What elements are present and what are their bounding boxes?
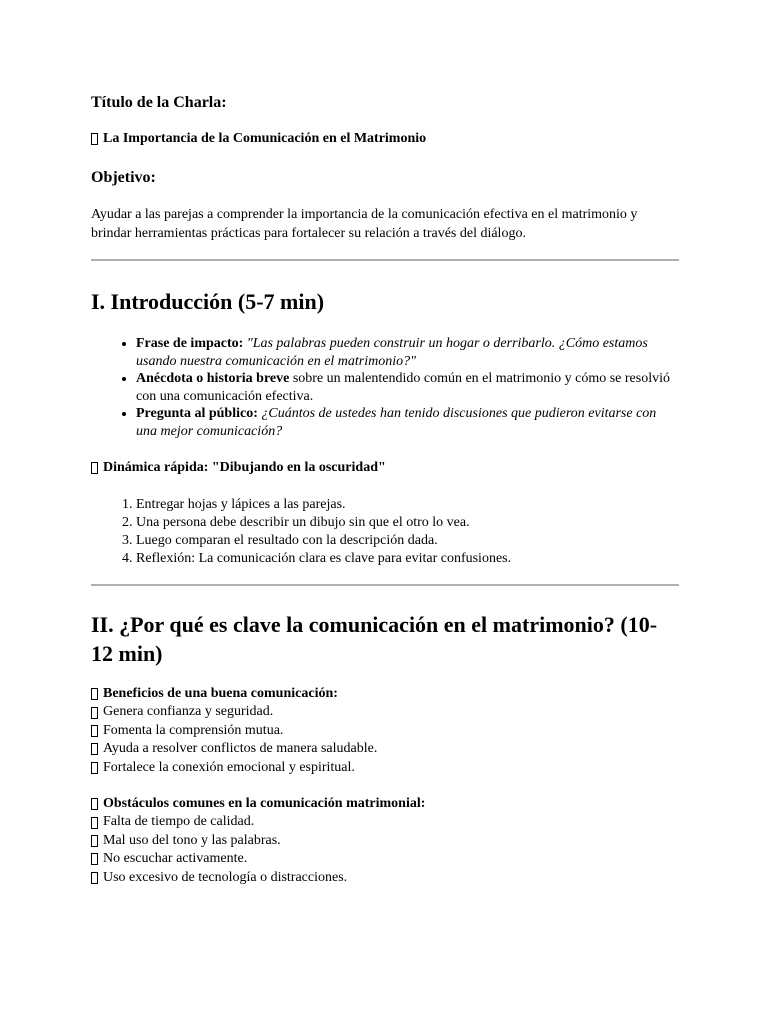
bullet-text: sobre un malentendido común en el matrimonio y cómo se resolvió con una comunicación efectiva. xyxy=(136,371,670,404)
benefit-text: Ayuda a resolver conflictos de manera saludable. xyxy=(103,741,378,757)
list-item: 3. Luego comparan el resultado con la descripción dada. xyxy=(136,532,679,550)
objective-text: Ayudar a las parejas a comprender la importancia de la comunicación efectiva en el matrimonio y brindar herramientas prácticas para fortalecer su relación a través del diálogo. xyxy=(91,207,638,241)
bullet-text: "Las palabras pueden construir un hogar o derribarlo. ¿Cómo estamos usando nuestra comunicación en el matrimonio?" xyxy=(136,336,648,369)
list-item xyxy=(91,813,679,831)
list-item: 2. Una persona debe describir un dibujo sin que el otro lo vea. xyxy=(136,514,679,532)
bullet-lead: Pregunta al público: xyxy=(136,406,258,421)
bullet-lead: Frase de impacto: xyxy=(136,336,244,351)
list-item xyxy=(136,405,679,440)
list-item xyxy=(91,703,679,721)
missing-glyph-box-icon xyxy=(91,798,98,810)
missing-glyph-box-icon xyxy=(91,688,98,700)
dynamic-steps-list xyxy=(91,496,679,568)
intro-bullet-list xyxy=(91,335,679,440)
dynamic-title-text: Dinámica rápida: "Dibujando en la oscuridad" xyxy=(103,460,386,475)
benefit-text: Fomenta la comprensión mutua. xyxy=(103,722,284,738)
missing-glyph-box-icon xyxy=(91,133,98,145)
benefit-text: Fortalece la conexión emocional y espiritual. xyxy=(103,759,355,775)
list-item: 1. Entregar hojas y lápices a las parejas. xyxy=(136,496,679,514)
benefits-title-text: Beneficios de una buena comunicación: xyxy=(103,686,338,701)
list-item: 4. Reflexión: La comunicación clara es clave para evitar confusiones. xyxy=(136,550,679,568)
list-item xyxy=(91,759,679,777)
objective-label: Objetivo: xyxy=(91,169,156,186)
intro-heading: I. Introducción (5-7 min) xyxy=(91,289,325,314)
list-item xyxy=(91,850,679,868)
list-item xyxy=(91,740,679,758)
obstacle-text: Falta de tiempo de calidad. xyxy=(103,814,255,830)
list-item xyxy=(91,832,679,850)
document-page xyxy=(91,92,679,887)
talk-title xyxy=(91,129,679,149)
obstacle-text: Uso excesivo de tecnología o distracciones. xyxy=(103,869,348,885)
bullet-lead: Anécdota o historia breve xyxy=(136,371,290,386)
section-divider xyxy=(91,259,679,261)
obstacle-text: No escuchar activamente. xyxy=(103,851,248,867)
section-divider xyxy=(91,584,679,586)
bullet-text: ¿Cuántos de ustedes han tenido discusiones que pudieron evitarse con una mejor comunicación? xyxy=(136,406,657,439)
list-item xyxy=(136,335,679,370)
list-item xyxy=(91,722,679,740)
missing-glyph-box-icon xyxy=(91,725,98,737)
section2-heading: II. ¿Por qué es clave la comunicación en el matrimonio? (10-12 min) xyxy=(91,612,658,666)
missing-glyph-box-icon xyxy=(91,853,98,865)
missing-glyph-box-icon xyxy=(91,462,98,474)
obstacles-block xyxy=(91,795,679,887)
missing-glyph-box-icon xyxy=(91,835,98,847)
missing-glyph-box-icon xyxy=(91,707,98,719)
benefits-block xyxy=(91,685,679,777)
missing-glyph-box-icon xyxy=(91,872,98,884)
benefits-title xyxy=(91,685,679,703)
title-label: Título de la Charla: xyxy=(91,94,227,111)
obstacles-title xyxy=(91,795,679,813)
missing-glyph-box-icon xyxy=(91,817,98,829)
missing-glyph-box-icon xyxy=(91,743,98,755)
talk-title-text: La Importancia de la Comunicación en el Matrimonio xyxy=(103,131,427,146)
obstacle-text: Mal uso del tono y las palabras. xyxy=(103,832,281,848)
benefit-text: Genera confianza y seguridad. xyxy=(103,704,274,720)
list-item xyxy=(91,869,679,887)
dynamic-title xyxy=(91,458,679,478)
obstacles-title-text: Obstáculos comunes en la comunicación matrimonial: xyxy=(103,796,426,812)
missing-glyph-box-icon xyxy=(91,762,98,774)
list-item xyxy=(136,370,679,405)
